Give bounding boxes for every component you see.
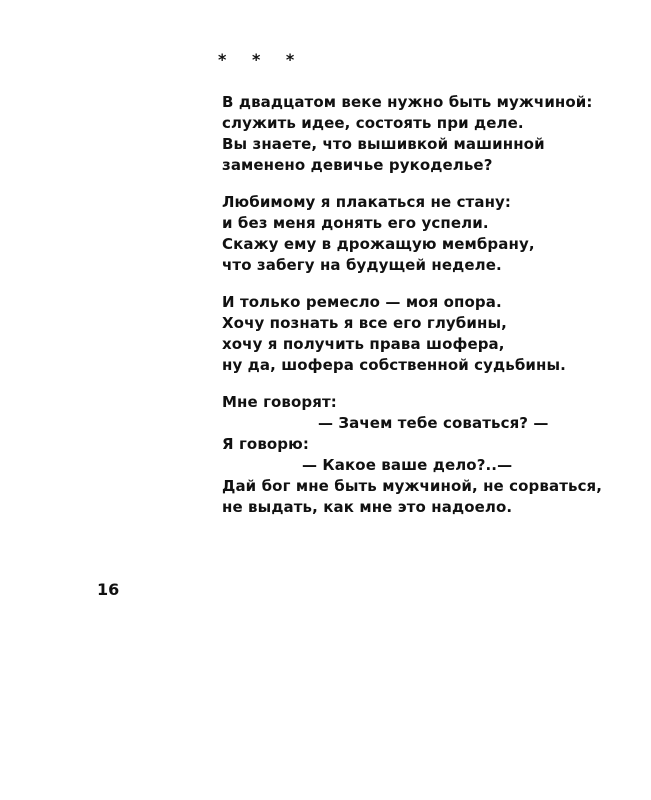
poem-line: не выдать, как мне это надоело. [222,498,513,516]
stanza-2 [222,192,582,276]
poem [222,92,603,534]
stanza-3 [222,292,582,376]
poem-line: Любимому я плакаться не стану: [222,193,512,211]
poem-line: и без меня донять его успели. [222,214,489,232]
poem-line: Мне говорят: [222,393,337,411]
poem-line: что забегу на будущей неделе. [222,256,502,274]
poem-line-indented: — Какое ваше дело?..— [302,456,513,474]
poem-line: Дай бог мне быть мужчиной, не сорваться, [222,477,603,495]
page-number: 16 [97,580,120,599]
poem-line: Я говорю: [222,435,309,453]
poem-line: заменено девичье рукоделье? [222,156,493,174]
poem-line: Скажу ему в дрожащую мембрану, [222,235,535,253]
poem-line: Хочу познать я все его глубины, [222,314,507,332]
stanza-4-dialogue [222,392,603,518]
poem-line: И только ремесло — моя опора. [222,293,502,311]
poem-line: В двадцатом веке нужно быть мужчиной: [222,93,593,111]
poem-line: ну да, шофера собственной судьбины. [222,356,566,374]
stanza-1 [222,92,593,176]
poem-line: Вы знаете, что вышивкой машинной [222,135,545,153]
poem-line: служить идее, состоять при деле. [222,114,524,132]
poem-line-indented: — Зачем тебе соваться? — [318,414,549,432]
section-ornament: * * * [218,50,305,69]
poem-line: хочу я получить права шофера, [222,335,505,353]
